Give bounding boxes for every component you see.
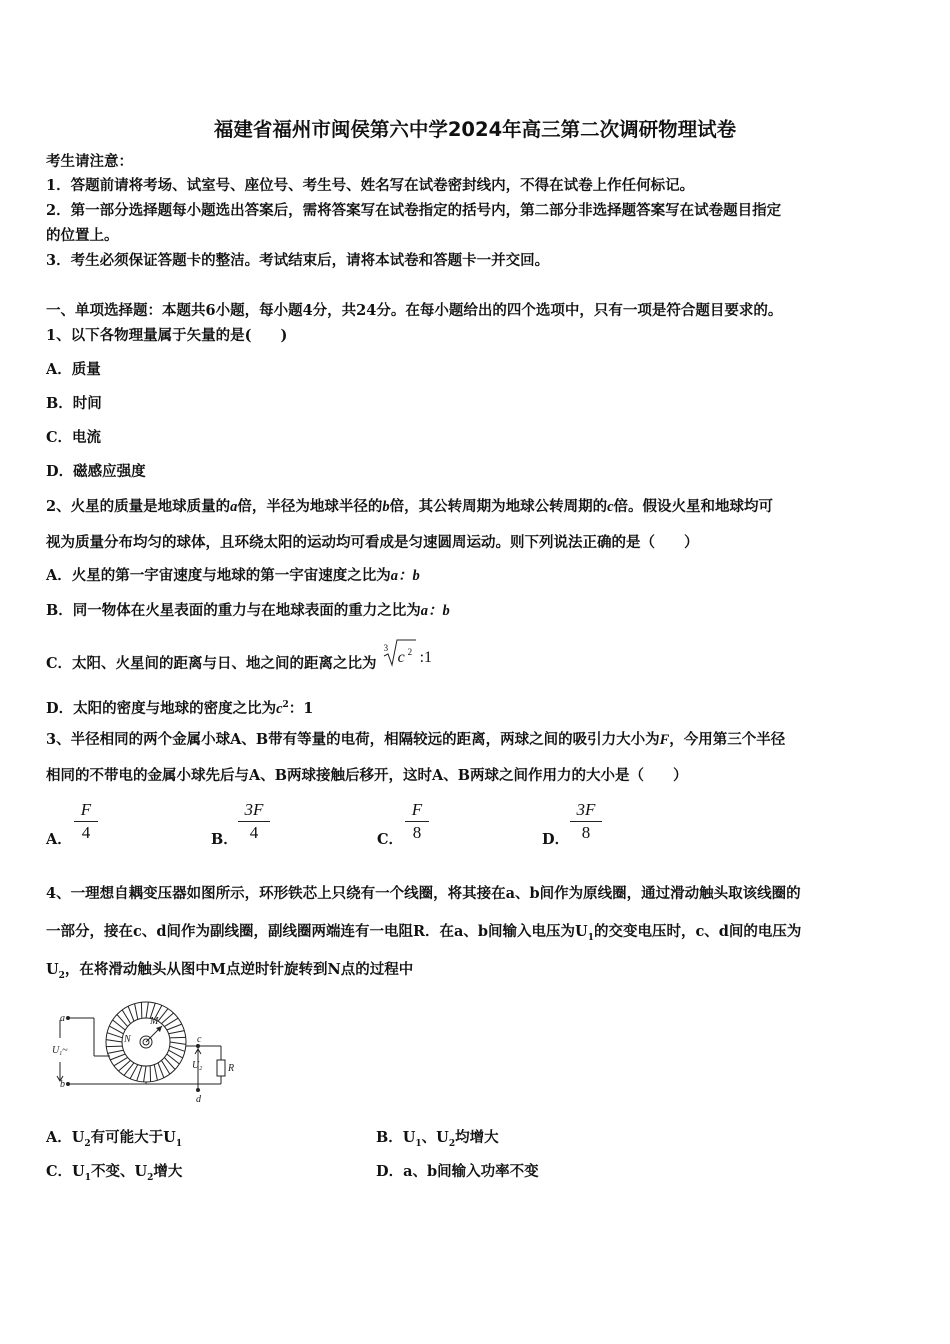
q2-stem-part: 倍，其公转周期为地球公转周期的: [389, 498, 608, 515]
q4-stem-line1: 4、一理想自耦变压器如图所示，环形铁芯上只绕有一个线圈，将其接在a、b间作为原线圈，通过滑动触头取该线圈的: [46, 885, 801, 902]
opt-text: 有可能大于U: [90, 1129, 176, 1146]
u2-letter: U: [192, 1060, 200, 1071]
q3-option-c-fraction: [405, 800, 429, 843]
notice-item-1: 1．答题前请将考场、试室号、座位号、考生号、姓名写在试卷密封线内，不得在试卷上作任何标记。: [46, 177, 695, 194]
q2-option-d: [46, 695, 313, 719]
coil-turn: [170, 1042, 186, 1044]
u1-letter: U: [52, 1045, 60, 1056]
q2-option-a: [46, 566, 420, 586]
q2-option-c-text: C．太阳、火星间的距离与日、地之间的距离之比为: [46, 655, 377, 672]
numerator: F: [411, 800, 423, 819]
ratio-tail: ：1: [288, 699, 314, 717]
terminal-b: [66, 1082, 70, 1086]
label-R: R: [228, 1063, 235, 1074]
denominator: 4: [81, 823, 91, 842]
q3-option-a-label: A．: [46, 831, 72, 848]
q2-option-c: [46, 643, 444, 674]
resistor-R: [217, 1060, 225, 1076]
q2-stem-line1: [46, 497, 773, 517]
coil-turn: [144, 1066, 146, 1082]
q3-stem-line1: [46, 730, 785, 750]
q4-stem-part: 一部分，接在c、d间作为副线圈，副线圈两端连有一电阻R．在a、b间输入电压为U: [46, 923, 588, 940]
subscript: 1: [175, 1138, 183, 1149]
q2-option-d-text: D．太阳的密度与地球的密度之比为: [46, 699, 277, 717]
fraction-bar: [405, 821, 429, 822]
q4-option-b: [376, 1128, 499, 1154]
coil-turn: [170, 1046, 185, 1051]
opt-text: 增大: [153, 1163, 183, 1180]
terminal-a: [66, 1016, 70, 1020]
coil-turn: [107, 1033, 122, 1038]
label-N: N: [124, 1034, 131, 1045]
label-c: c: [197, 1034, 202, 1045]
opt-text: 、U: [421, 1129, 449, 1146]
numerator: 3F: [244, 800, 264, 819]
ac-symbol: ~: [62, 1045, 68, 1056]
q4-option-c: [46, 1162, 182, 1188]
coil-turn: [158, 1063, 164, 1078]
denominator: 8: [581, 823, 591, 842]
subscript: 1: [415, 1138, 422, 1149]
page-title: 福建省福州市闽侯第六中学2024年高三第二次调研物理试卷: [213, 118, 737, 141]
subscript: 2: [147, 1172, 154, 1183]
label-U2: [192, 1060, 202, 1072]
q3-option-b-fraction: [238, 800, 270, 843]
section-heading: 一、单项选择题：本题共6小题，每小题4分，共24分。在每小题给出的四个选项中，只有一项是符合题目要求的。: [46, 302, 783, 319]
root-exponent: 2: [407, 647, 413, 657]
coil-turn: [128, 1006, 134, 1021]
coil-turn: [167, 1024, 182, 1030]
subscript: 1: [587, 932, 594, 943]
subscript: 2: [448, 1138, 456, 1149]
notice-heading: 考生请注意：: [46, 153, 133, 170]
denominator: 8: [412, 823, 422, 842]
q3-stem-part: 3、半径相同的两个金属小球A、B带有等量的电荷，相隔较远的距离，两球之间的吸引力大小为: [46, 731, 660, 748]
notice-item-3: 3．考生必须保证答题卡的整洁。考试结束后，请将本试卷和答题卡一并交回。: [46, 252, 550, 269]
var-F: F: [659, 732, 670, 748]
subscript: 2: [84, 1138, 91, 1149]
q3-option-d-fraction: [570, 800, 602, 843]
terminal-d: [196, 1088, 200, 1092]
q4-option-d: D．a、b间输入功率不变: [376, 1163, 539, 1180]
label-a: a: [60, 1013, 65, 1024]
exponent: 2: [282, 700, 289, 710]
q1-option-b: B．时间: [46, 395, 102, 412]
q2-option-a-text: A．火星的第一宇宙速度与地球的第一宇宙速度之比为: [46, 567, 391, 584]
var-b: b: [382, 499, 390, 515]
q1-option-a: A．质量: [46, 361, 101, 378]
coil-turn: [154, 1065, 157, 1081]
ratio-tail: :1: [419, 649, 433, 666]
q3-option-b-label: B．: [211, 831, 238, 848]
root-index: 3: [383, 643, 389, 653]
label-M: M: [150, 1016, 159, 1027]
label-d: d: [196, 1094, 201, 1105]
q4-stem-part: 的交变电压时，c、d间的电压为: [593, 923, 802, 940]
q4-option-a: [46, 1128, 182, 1154]
q1-option-d: D．磁感应强度: [46, 463, 146, 480]
q2-stem-part: 倍，半径为地球半径的: [237, 498, 383, 515]
q2-option-b-ratio: a：b: [420, 603, 450, 619]
q4-stem-line3: [46, 960, 413, 986]
opt-text: C．U: [46, 1163, 85, 1180]
q3-option-c-label: C．: [377, 831, 404, 848]
coil-turn: [110, 1054, 125, 1060]
cube-root-expression: [382, 643, 444, 668]
coil-turn: [137, 1066, 142, 1081]
q3-option-d-label: D．: [542, 831, 570, 848]
numerator: F: [80, 800, 92, 819]
q2-stem-part: 倍。假设火星和地球均可: [613, 498, 774, 515]
autotransformer-diagram: [46, 1000, 246, 1105]
numerator: 3F: [576, 800, 596, 819]
q2-option-b: [46, 601, 450, 621]
u1-sub: 1: [59, 1051, 63, 1057]
q2-option-b-text: B．同一物体在火星表面的重力与在地球表面的重力之比为: [46, 602, 421, 619]
q4-stem-line2: [46, 922, 801, 948]
u2-sub: 2: [199, 1066, 203, 1072]
subscript: 1: [84, 1172, 91, 1183]
denominator: 4: [249, 823, 259, 842]
q4-stem-part: U: [46, 961, 59, 978]
coil-turn: [169, 1031, 185, 1034]
opt-text: 不变、U: [90, 1163, 148, 1180]
q3-stem-part: ，今用第三个半径: [669, 731, 786, 748]
label-b: b: [60, 1079, 65, 1090]
q4-stem-part: ，在将滑动触头从图中M点逆时针旋转到N点的过程中: [64, 961, 414, 978]
subscript: 2: [58, 970, 65, 981]
q3-stem-line2: 相同的不带电的金属小球先后与A、B两球接触后移开，这时A、B两球之间作用力的大小是（ ）: [46, 767, 688, 784]
opt-text: B．U: [376, 1129, 416, 1146]
root-base: c: [397, 649, 405, 666]
opt-text: A．U: [46, 1129, 85, 1146]
coil-turn: [146, 1002, 148, 1018]
notice-item-2a: 2．第一部分选择题每小题选出答案后，需将答案写在试卷指定的括号内，第二部分非选择题答案写在试卷题目指定: [46, 202, 782, 219]
opt-text: 均增大: [455, 1129, 499, 1146]
var-c: c: [276, 700, 283, 717]
q2-stem-line2: 视为质量分布均匀的球体，且环绕太阳的运动均可看成是匀速圆周运动。则下列说法正确的是（ ）: [46, 534, 699, 551]
fraction-bar: [74, 821, 98, 822]
var-a: a: [230, 499, 238, 515]
label-U1: [52, 1045, 68, 1057]
var-c: c: [607, 499, 614, 515]
q2-stem-part: 2、火星的质量是地球质量的: [46, 498, 231, 515]
coil-turn: [106, 1040, 122, 1042]
notice-item-2b: 的位置上。: [46, 227, 119, 244]
fraction-bar: [570, 821, 602, 822]
fraction-bar: [238, 821, 270, 822]
coil-turn: [108, 1050, 124, 1053]
coil-turn: [135, 1004, 138, 1020]
q1-option-c: C．电流: [46, 429, 102, 446]
q3-option-a-fraction: [74, 800, 98, 843]
q2-option-a-ratio: a：b: [390, 568, 420, 584]
q1-stem: 1、以下各物理量属于矢量的是( ): [46, 327, 288, 344]
